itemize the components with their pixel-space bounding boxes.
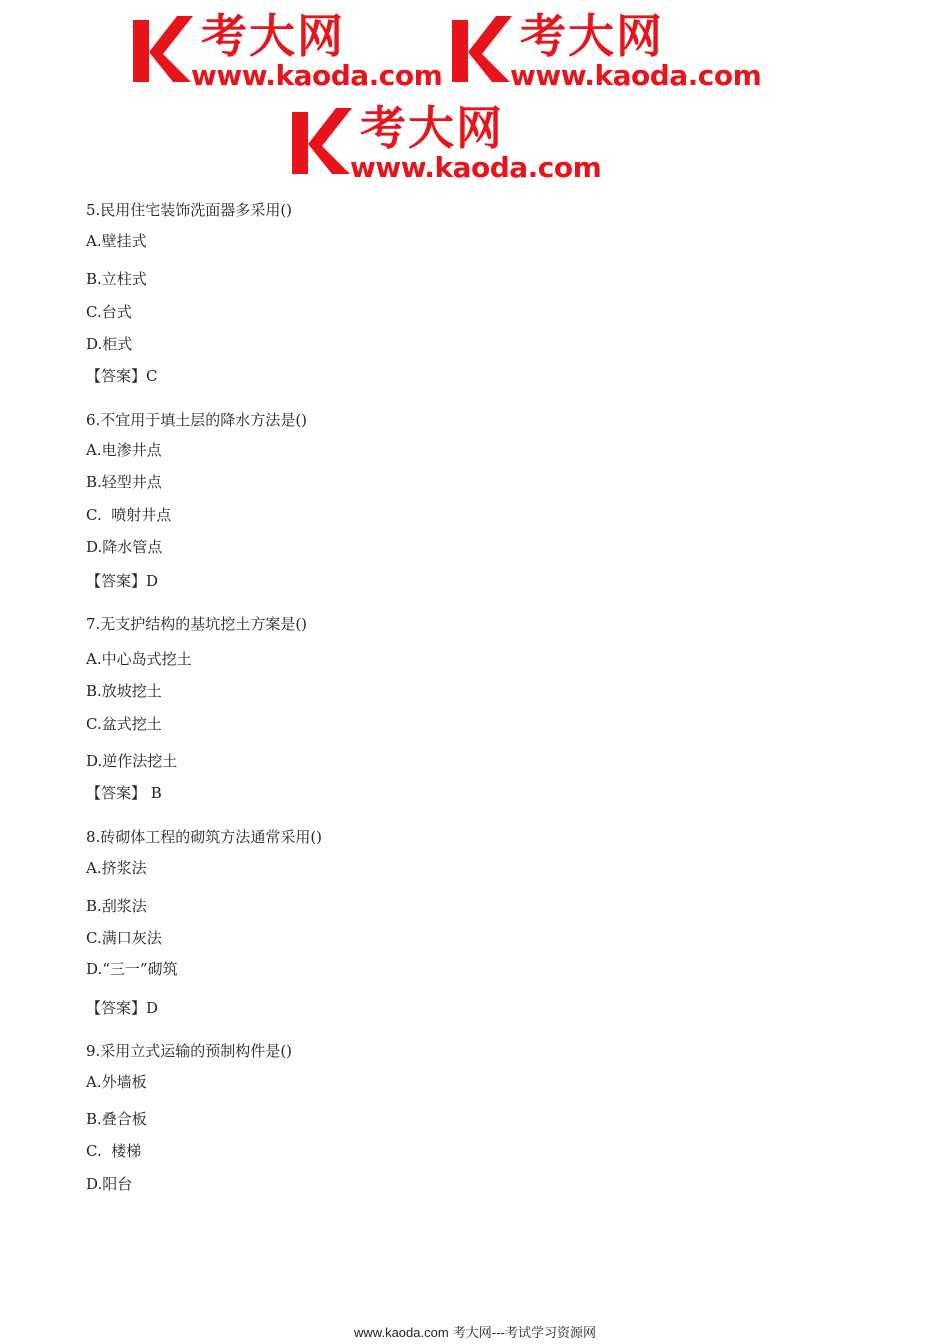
question-answer: 【答案】D: [86, 999, 159, 1017]
question-option: D.逆作法挖土: [86, 752, 178, 770]
question-option: B.轻型井点: [86, 473, 162, 491]
kaoda-logo-2: [452, 9, 772, 92]
question-option: B.叠合板: [86, 1110, 147, 1128]
kaoda-k-logo-icon: [292, 104, 352, 182]
kaoda-logo-1: [133, 9, 453, 92]
question-option: D.柜式: [86, 335, 133, 353]
question-option: C. 楼梯: [86, 1142, 142, 1160]
question-option: B.立柱式: [86, 270, 147, 288]
footer-url[interactable]: www.kaoda.com: [354, 1325, 449, 1340]
question-option: D.“三一”砌筑: [86, 960, 178, 978]
kaoda-k-logo-icon: [452, 12, 512, 90]
question-option: D.阳台: [86, 1175, 133, 1193]
question-option: C.满口灰法: [86, 929, 162, 947]
kaoda-logo-3: [292, 101, 612, 184]
question-answer: 【答案】C: [86, 367, 158, 385]
question-option: C.台式: [86, 303, 132, 321]
logo-brand-url: www.kaoda.com: [510, 59, 762, 92]
question-option: C. 喷射井点: [86, 506, 172, 524]
question-answer: 【答案】D: [86, 572, 159, 590]
question-option: A.电渗井点: [86, 441, 162, 459]
question-stem: 9.采用立式运输的预制构件是(): [86, 1042, 293, 1060]
question-option: A.挤浆法: [86, 859, 147, 877]
question-answer: 【答案】 B: [86, 784, 162, 802]
logo-brand-cn: 考大网: [201, 9, 345, 63]
question-option: A.中心岛式挖土: [86, 650, 192, 668]
question-option: D.降水管点: [86, 538, 163, 556]
question-option: A.外墙板: [86, 1073, 147, 1091]
logo-brand-cn: 考大网: [520, 9, 664, 63]
question-stem: 8.砖砌体工程的砌筑方法通常采用(): [86, 828, 323, 846]
footer-text: 考大网---考试学习资源网: [448, 1326, 596, 1341]
question-stem: 5.民用住宅装饰洗面器多采用(): [86, 201, 293, 219]
kaoda-k-logo-icon: [133, 12, 193, 90]
logo-brand-cn: 考大网: [360, 101, 504, 155]
logo-brand-url: www.kaoda.com: [191, 59, 443, 92]
question-option: B.放坡挖土: [86, 682, 162, 700]
question-option: C.盆式挖土: [86, 715, 162, 733]
question-option: B.刮浆法: [86, 897, 147, 915]
page-footer: [0, 1324, 950, 1343]
question-stem: 7.无支护结构的基坑挖土方案是(): [86, 615, 308, 633]
question-option: A.壁挂式: [86, 232, 147, 250]
logo-brand-url: www.kaoda.com: [350, 151, 602, 184]
question-stem: 6.不宜用于填土层的降水方法是(): [86, 411, 308, 429]
